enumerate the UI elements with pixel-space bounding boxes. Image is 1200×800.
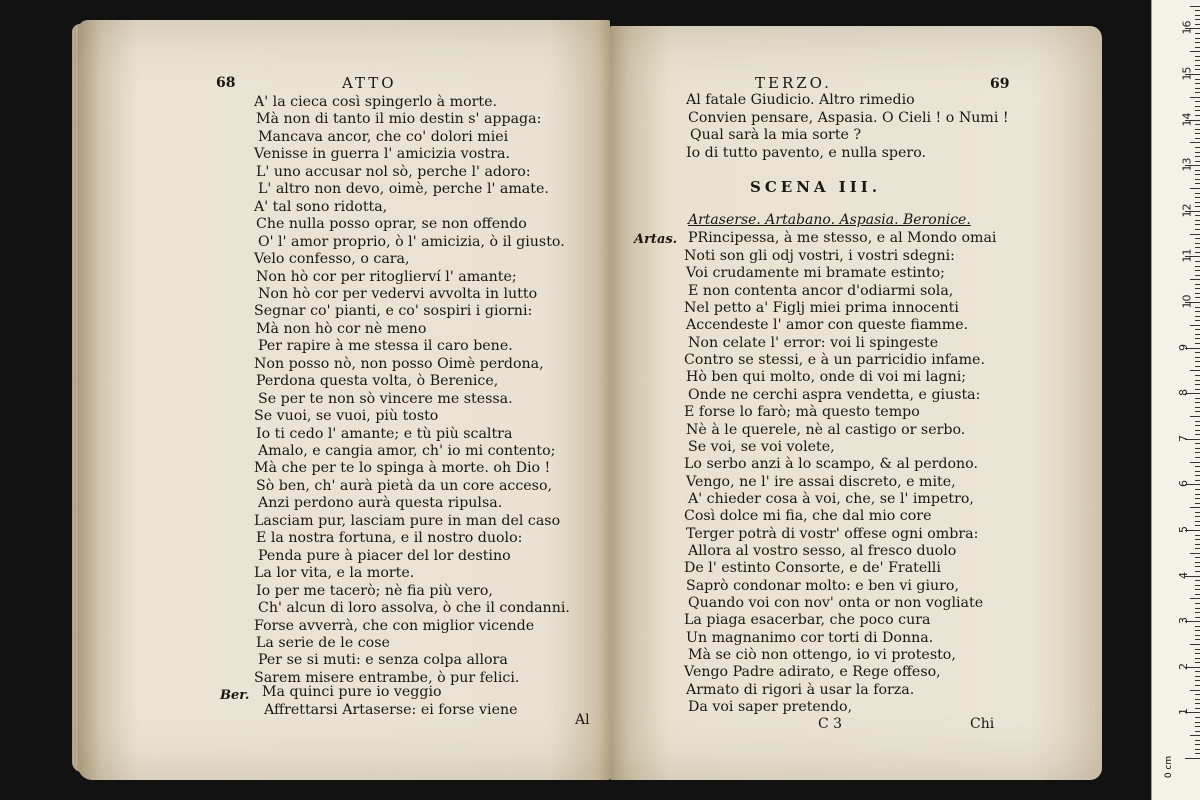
ruler-tick [1195,133,1200,134]
ruler-tick [1190,234,1200,235]
verse-line: Vengo, ne l' ire assai discreto, e mite, [686,473,956,490]
verse-line: Terger potrà di vostr' offese ogni ombra: [686,525,979,542]
ruler-number: 11 [1180,248,1194,263]
ruler-number: 16 [1180,20,1194,35]
ruler-tick [1195,316,1200,317]
ruler-tick [1195,206,1200,207]
ruler-tick [1190,507,1200,508]
ruler-tick [1195,421,1200,422]
ruler-tick [1195,749,1200,750]
ruler-tick [1195,215,1200,216]
ruler-tick [1195,243,1200,244]
ruler-tick [1195,722,1200,723]
ruler-tick [1195,338,1200,339]
verse-line: Lasciam pur, lasciam pure in man del caso [254,512,561,529]
ruler-number: 15 [1180,66,1194,81]
verse-line: Così dolce mi fia, che dal mio core [684,508,932,525]
ruler-tick [1195,402,1200,403]
ruler-number: 10 [1180,294,1194,309]
ruler-tick [1195,585,1200,586]
verse-line: Forse avverrà, che con miglior vicende [254,617,535,634]
ruler-tick [1195,617,1200,618]
ruler-tick [1195,594,1200,595]
ruler-tick [1195,69,1200,70]
verse-line: Ch' alcun di loro assolva, ò che il condanni. [258,600,570,617]
ruler-tick [1195,430,1200,431]
ruler-tick [1195,608,1200,609]
ruler-tick [1190,188,1200,189]
signature-mark: C 3 [818,716,843,732]
verse-line: Lo serbo anzi à lo scampo, & al perdono. [684,456,978,473]
ruler-tick [1195,753,1200,754]
ruler-tick [1195,65,1200,66]
ruler-number: 7 [1177,434,1190,442]
ruler-tick [1195,297,1200,298]
ruler-tick [1195,288,1200,289]
verse-line: De l' estinto Consorte, e de' Fratelli [684,560,941,577]
ruler-tick [1195,179,1200,180]
left-running-head: ATTO [342,74,397,92]
speaker-ber: Ber. [220,688,250,703]
ruler-tick [1190,142,1200,143]
verse-line: Hò ben qui molto, onde di voi mi lagni; [686,369,967,386]
ruler-tick [1195,110,1200,111]
ruler-tick [1195,662,1200,663]
ruler-tick [1195,676,1200,677]
ruler-tick [1195,270,1200,271]
ruler-tick [1190,51,1200,52]
verse-line: Se per te non sò vincere me stessa. [258,390,513,407]
ruler-tick [1195,448,1200,449]
ruler-tick [1195,284,1200,285]
ruler-tick [1195,42,1200,43]
ruler-tick [1195,24,1200,25]
ruler-tick [1190,6,1200,7]
ruler-tick [1195,489,1200,490]
verse-line: Non celate l' error: voi li spingeste [688,334,939,351]
ruler-tick [1195,562,1200,563]
ruler-tick [1195,694,1200,695]
ruler-tick [1190,370,1200,371]
ruler-tick [1195,220,1200,221]
ruler-tick [1195,685,1200,686]
ruler-tick [1195,580,1200,581]
right-page-number: 69 [990,76,1010,92]
ruler-tick [1195,129,1200,130]
verse-line: Io ti cedo l' amante; e tù più scaltra [256,425,513,442]
ruler-tick [1190,553,1200,554]
ruler-tick [1195,375,1200,376]
ruler-tick [1195,680,1200,681]
verse-line: Affrettarsi Artaserse: ei forse viene [264,701,518,718]
ruler-tick [1185,758,1200,759]
verse-line: Convien pensare, Aspasia. O Cieli ! o Numi ! [688,109,1009,126]
ruler-tick [1195,10,1200,11]
ruler-tick [1195,566,1200,567]
ruler-tick [1195,357,1200,358]
ruler-number: 8 [1177,389,1190,397]
verse-line: Da voi saper pretendo, [688,699,853,716]
ruler-tick [1195,557,1200,558]
verse-line: E la nostra fortuna, e il nostro duolo: [256,530,523,547]
ruler-tick [1195,708,1200,709]
ruler-tick [1195,626,1200,627]
ruler-tick [1195,343,1200,344]
ruler-tick [1195,19,1200,20]
speaker-artas: Artas. [634,232,678,247]
ruler-number: 9 [1177,343,1190,351]
ruler-tick [1195,525,1200,526]
ruler-tick [1195,174,1200,175]
verse-line: Noti son gli odj vostri, i vostri sdegni: [684,248,955,264]
ruler-tick [1195,521,1200,522]
ruler-tick [1195,548,1200,549]
verse-line: Armato di rigori à usar la forza. [686,681,915,698]
right-catchword: Chi [970,716,995,732]
verse-line: La serie de le cose [256,634,390,651]
ruler-tick [1195,56,1200,57]
ruler-tick [1195,156,1200,157]
verse-line: La piaga esacerbar, che poco cura [684,612,931,629]
verse-line: Nè à le querele, nè al castigo or serbo. [686,421,966,438]
verse-line: Non hò cor per vedervi avvolta in lutto [258,285,538,302]
ruler-tick [1195,726,1200,727]
verse-line: Sarem misere entrambe, ò pur felici. [254,669,520,686]
ruler-tick [1195,389,1200,390]
ruler-tick [1195,147,1200,148]
ruler-tick [1195,384,1200,385]
ruler-tick [1195,229,1200,230]
ruler-number: 13 [1180,157,1194,172]
ruler-tick [1195,452,1200,453]
ruler-tick [1195,334,1200,335]
ruler-tick [1195,247,1200,248]
verse-line: Penda pure à piacer del lor destino [258,547,511,564]
ruler-tick [1195,653,1200,654]
verse-line: Voi crudamente mi bramate estinto; [686,265,945,282]
verse-line: L' altro non devo, oimè, perche l' amate. [258,181,549,198]
ruler-tick [1195,15,1200,16]
ruler-tick [1195,649,1200,650]
verse-line: Segnar co' pianti, e co' sospiri i giorni: [254,303,533,320]
ruler-tick [1195,494,1200,495]
verse-line: E non contenta ancor d'odiarmi sola, [688,282,954,299]
ruler-tick [1195,193,1200,194]
verse-line: Io per me tacerò; nè fia più vero, [256,582,493,599]
ruler-tick [1195,293,1200,294]
ruler-tick [1190,325,1200,326]
verse-line: Allora al vostro sesso, al fresco duolo [688,542,957,559]
ruler-tick [1195,398,1200,399]
ruler-tick [1195,79,1200,80]
right-page [610,26,1102,780]
verse-line: Sò ben, ch' aurà pietà da un core acceso, [256,477,553,494]
ruler-tick [1195,161,1200,162]
verse-line: Ma quinci pure io veggio [262,684,442,700]
ruler-tick [1195,498,1200,499]
ruler-tick [1195,152,1200,153]
ruler-tick [1195,480,1200,481]
ruler-tick [1195,635,1200,636]
ruler-tick [1190,598,1200,599]
verse-line: Perdona questa volta, ò Berenice, [256,373,499,390]
ruler-tick [1195,361,1200,362]
ruler-tick [1195,320,1200,321]
ruler-tick [1195,544,1200,545]
ruler-tick [1195,238,1200,239]
ruler-tick [1195,197,1200,198]
ruler-tick [1195,170,1200,171]
left-page-number: 68 [216,75,236,91]
ruler-number: 5 [1177,526,1190,533]
verse-line: A' tal sono ridotta, [254,198,388,215]
ruler-number: 2 [1177,662,1190,670]
ruler-tick [1195,38,1200,39]
ruler-tick [1195,261,1200,262]
ruler-tick [1195,425,1200,426]
ruler-tick [1195,407,1200,408]
scene-heading: SCENA III. [750,178,882,196]
verse-line: Per rapire à me stessa il caro bene. [258,338,513,355]
ruler-tick [1195,717,1200,718]
verse-line: Qual sarà la mia sorte ? [690,127,862,144]
verse-line: A' la cieca così spingerlo à morte. [254,94,498,110]
ruler-tick [1195,352,1200,353]
ruler-tick [1195,106,1200,107]
ruler-tick [1195,60,1200,61]
ruler-number: 6 [1177,480,1190,488]
ruler-tick [1195,366,1200,367]
open-book [78,14,1108,780]
ruler-tick [1195,671,1200,672]
verse-line: A' chieder cosa à voi, che, se l' impetro, [688,490,974,507]
ruler-tick [1195,639,1200,640]
verse-line: Nel petto a' Figlj miei prima innocenti [684,300,959,317]
verse-line: Mancava ancor, che co' dolori miei [258,128,509,145]
verse-line: Al fatale Giudicio. Altro rimedio [686,92,915,108]
left-page [78,20,610,780]
verse-line: Mà se ciò non ottengo, io vi protesto, [688,647,956,664]
left-catchword: Al [575,712,590,728]
verse-line: Se voi, se voi volete, [688,438,835,455]
ruler-tick [1195,503,1200,504]
ruler-tick [1190,462,1200,463]
ruler-tick [1190,690,1200,691]
ruler-tick [1195,202,1200,203]
verse-line: Io di tutto pavento, e nulla spero. [686,144,926,161]
verse-line: Amalo, e cangia amor, ch' io mi contento; [258,443,556,459]
ruler-tick [1195,612,1200,613]
ruler-tick [1195,83,1200,84]
verse-line: Non posso nò, non posso Oimè perdona, [254,355,544,372]
measuring-ruler [1151,0,1200,800]
ruler-tick [1195,33,1200,34]
ruler-tick [1195,92,1200,93]
ruler-tick [1195,124,1200,125]
ruler-tick [1195,740,1200,741]
verse-line: Onde ne cerchi aspra vendetta, e giusta: [688,386,981,403]
ruler-tick [1195,457,1200,458]
ruler-tick [1195,744,1200,745]
verse-line: La lor vita, e la morte. [254,565,415,582]
ruler-tick [1190,416,1200,417]
verse-line: O' l' amor proprio, ò l' amicizia, ò il giusto. [258,233,565,250]
ruler-tick [1195,466,1200,467]
ruler-tick [1190,97,1200,98]
ruler-tick [1190,735,1200,736]
verse-line: Mà non di tanto il mio destin s' appaga: [256,111,542,128]
ruler-tick [1195,138,1200,139]
ruler-tick [1195,434,1200,435]
ruler-tick [1195,311,1200,312]
ruler-tick [1195,475,1200,476]
ruler-number: 14 [1180,112,1194,127]
verse-line: Un magnanimo cor torti di Donna. [686,629,934,646]
cast-line: Artaserse. Artabano. Aspasia. Beronice. [688,212,971,228]
verse-line: Vengo Padre adirato, e Rege offeso, [684,664,941,681]
ruler-tick [1195,539,1200,540]
first-verse-line: PRincipessa, à me stesso, e al Mondo omai [688,230,997,246]
ruler-tick [1195,411,1200,412]
ruler-number: 12 [1180,203,1194,218]
ruler-tick [1195,266,1200,267]
ruler-number: 1 [1177,708,1190,716]
right-running-head: TERZO. [755,74,832,92]
ruler-tick [1195,603,1200,604]
ruler-tick [1195,516,1200,517]
ruler-tick [1195,512,1200,513]
ruler-tick [1195,471,1200,472]
verse-line: Per se si muti: e senza colpa allora [258,652,508,669]
ruler-tick [1195,703,1200,704]
ruler-tick [1195,47,1200,48]
verse-line: Che nulla posso oprar, se non offendo [256,216,527,233]
ruler-tick [1195,101,1200,102]
ruler-tick [1195,571,1200,572]
ruler-tick [1195,658,1200,659]
ruler-tick [1195,275,1200,276]
verse-line: Quando voi con nov' onta or non vogliate [688,595,984,611]
ruler-tick [1195,630,1200,631]
verse-line: Saprò condonar molto: e ben vi giuro, [686,577,959,594]
verse-line: Se vuoi, se vuoi, più tosto [254,408,439,425]
ruler-tick [1195,443,1200,444]
ruler-tick [1195,88,1200,89]
verse-line: Venisse in guerra l' amicizia vostra. [254,146,510,163]
ruler-tick [1195,307,1200,308]
ruler-tick [1195,535,1200,536]
ruler-tick [1195,224,1200,225]
verse-line: Accendeste l' amor con queste fiamme. [686,317,969,334]
verse-line: Anzi perdono aurà questa ripulsa. [258,495,503,512]
verse-line: Contro se stessi, e à un parricidio infame. [684,352,985,369]
ruler-tick [1195,329,1200,330]
ruler-tick [1190,644,1200,645]
verse-line: E forse lo farò; mà questo tempo [684,404,920,421]
ruler-tick [1195,252,1200,253]
ruler-tick [1190,279,1200,280]
verse-line: Velo confesso, o cara, [254,251,410,268]
verse-line: L' uno accusar nol sò, perche l' adoro: [256,163,531,180]
ruler-tick [1195,380,1200,381]
verse-line: Mà non hò cor nè meno [256,320,427,337]
ruler-tick [1195,731,1200,732]
ruler-tick [1195,115,1200,116]
ruler-tick [1195,183,1200,184]
verse-line: Mà che per te lo spinga à morte. oh Dio ! [254,460,551,477]
ruler-tick [1195,699,1200,700]
ruler-unit-label: 0 cm [1164,755,1175,779]
ruler-number: 4 [1177,571,1190,579]
ruler-tick [1195,589,1200,590]
ruler-number: 3 [1177,617,1190,625]
verse-line: Non hò cor per ritoglierví l' amante; [256,268,517,285]
